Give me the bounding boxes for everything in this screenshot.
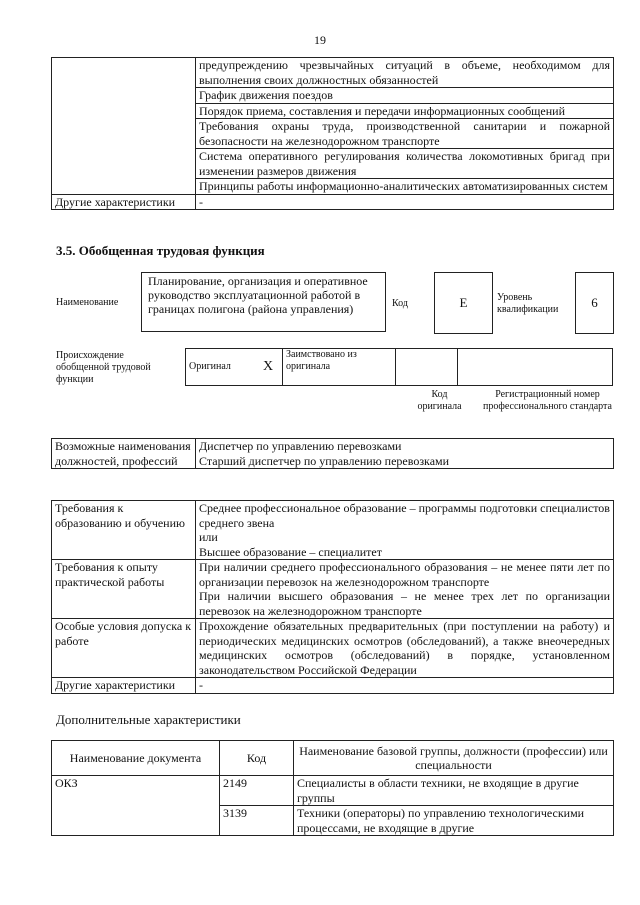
knowledge-row: Принципы работы информационно-аналитических автоматизированных систем [196, 179, 614, 195]
level-value: 6 [575, 272, 614, 334]
other-label: Другие характеристики [52, 194, 196, 210]
education-line: Среднее профессиональное образование – программы подготовки специалистов среднего звена [199, 501, 610, 530]
knowledge-row: Требования охраны труда, производственной санитарии и пожарной безопасности на железнодорожном транспорте [196, 119, 614, 149]
page-number: 19 [314, 33, 326, 47]
origin-table [185, 348, 613, 386]
experience-value [196, 560, 614, 619]
borrowed-label: Заимствовано из оригинала [283, 349, 396, 386]
origin-label: Происхождение обобщенной трудовой функции [56, 350, 151, 385]
name-cell: Специалисты в области техники, не входящие в другие группы [294, 776, 614, 806]
experience-label: Требования к опыту практической работы [52, 560, 196, 619]
positions-label: Возможные наименования должностей, профессий [52, 439, 196, 469]
original-label: Оригинал [186, 349, 255, 386]
additional-heading: Дополнительные характеристики [56, 712, 241, 727]
col-name-header: Наименование базовой группы, должности (профессии) или специальности [294, 741, 614, 776]
education-label: Требования к образованию и обучению [52, 501, 196, 560]
position-item: Диспетчер по управлению перевозками [199, 439, 402, 453]
section-heading: 3.5. Обобщенная трудовая функция [56, 243, 265, 258]
col-doc-header: Наименование документа [52, 741, 220, 776]
name-label: Наименование [56, 297, 119, 308]
conditions-value: Прохождение обязательных предварительных (при поступлении на работу) и периодических медицинских осмотров (обследований), а также внеочередных медицинских осмотров (обследований) в порядке, установленном законодательством Российской Федерации [196, 619, 614, 678]
education-line: Высшее образование – специалитет [199, 544, 382, 559]
code-original-cell [396, 349, 458, 386]
experience-line: При наличии высшего образования – не менее трех лет по организации перевозок на железнодорожном транспорте [199, 589, 610, 618]
empty-label-cell [52, 58, 196, 195]
education-value [196, 501, 614, 560]
position-item: Старший диспетчер по управлению перевозками [199, 453, 450, 468]
code-value: E [434, 272, 493, 334]
other-value: - [196, 194, 614, 210]
code-cell: 2149 [220, 776, 294, 806]
code-original-label: Код оригинала [417, 389, 462, 412]
knowledge-row: График движения поездов [196, 88, 614, 104]
knowledge-table [51, 57, 614, 210]
conditions-label: Особые условия допуска к работе [52, 619, 196, 678]
requirements-table [51, 500, 614, 694]
other-label: Другие характеристики [52, 678, 196, 694]
experience-line: При наличии среднего профессионального образования – не менее пяти лет по организации перевозок на железнодорожном транспорте [199, 560, 610, 589]
col-code-header: Код [220, 741, 294, 776]
additional-table [51, 740, 614, 836]
function-name: Планирование, организация и оперативное руководство эксплуатационной работой в границах полигона (района управления) [141, 272, 386, 332]
reg-number-cell [458, 349, 613, 386]
level-label: Уровень квалификации [497, 292, 559, 315]
knowledge-row: Порядок приема, составления и передачи информационных сообщений [196, 103, 614, 119]
code-label: Код [392, 298, 408, 309]
knowledge-row: предупреждению чрезвычайных ситуаций в объеме, необходимом для выполнения своих должностных обязанностей [196, 58, 614, 88]
other-value: - [196, 678, 614, 694]
name-cell: Техники (операторы) по управлению технологическими процессами, не входящие в другие [294, 806, 614, 836]
education-line: или [199, 530, 218, 544]
doc-cell: ОКЗ [52, 776, 220, 836]
original-mark: X [254, 349, 283, 386]
positions-table [51, 438, 614, 469]
positions-values [196, 439, 614, 469]
reg-number-label: Регистрационный номер профессионального стандарта [483, 389, 612, 412]
code-cell: 3139 [220, 806, 294, 836]
knowledge-row: Система оперативного регулирования количества локомотивных бригад при изменении размеров движения [196, 149, 614, 179]
